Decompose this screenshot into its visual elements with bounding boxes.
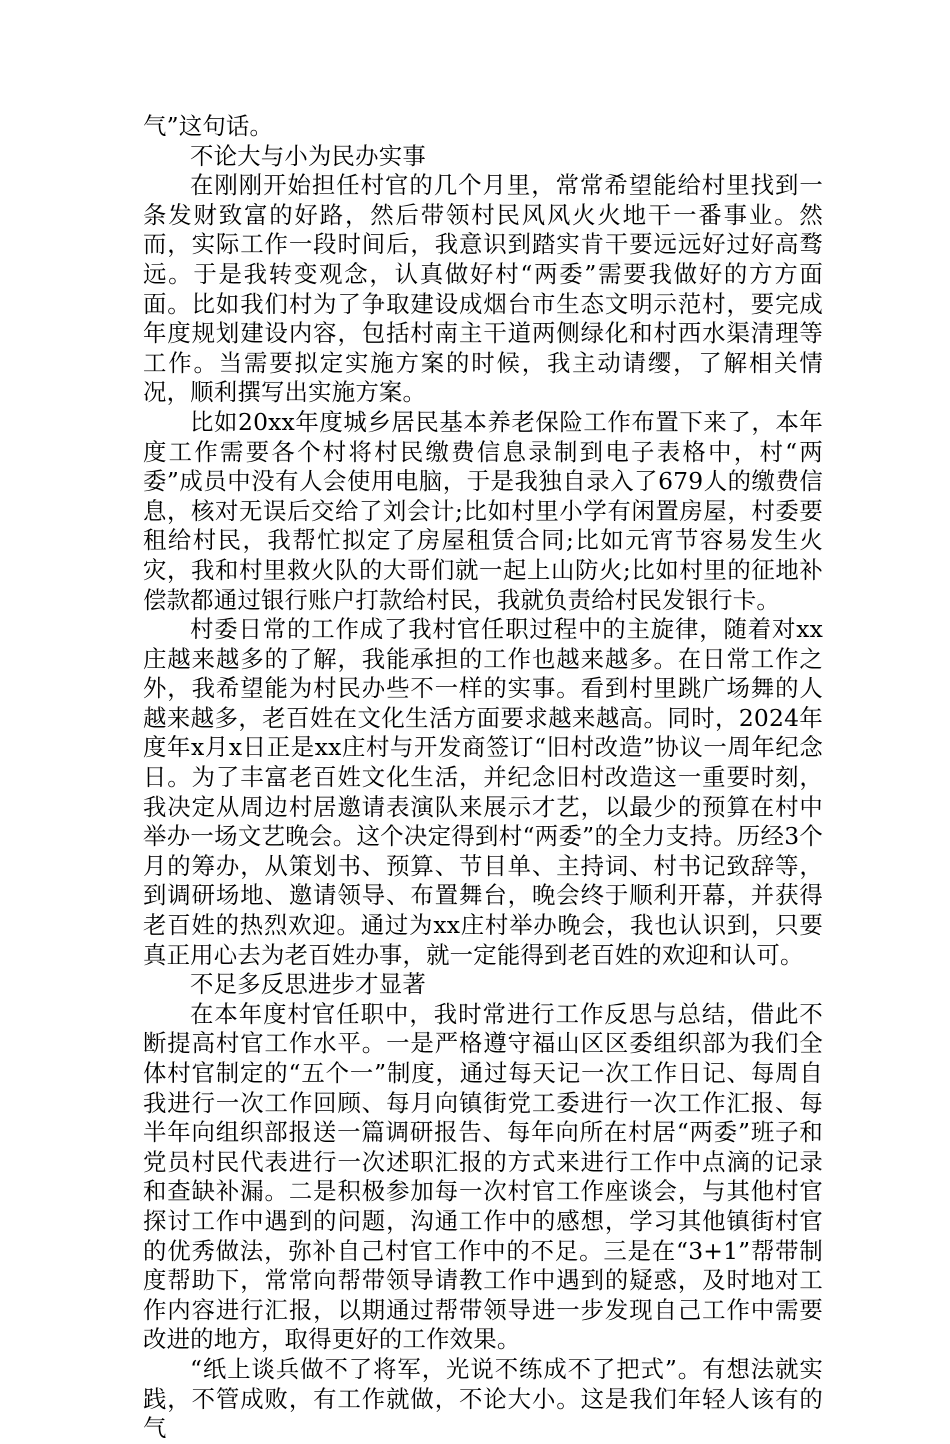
paragraph-village-gala: 村委日常的工作成了我村官任职过程中的主旋律，随着对xx庄越来越多的了解，我能承担的工作也越来越多。在日常工作之外，我希望能为村民办些不一样的实事。看到村里跳广场舞的人越来越多，老百姓在文化生活方面要求越来越高。同时，2024年度年x月x日正是xx庄村与开发商签订“旧村改造”协议一周年纪念日。为了丰富老百姓文化生活，并纪念旧村改造这一重要时刻，我决定从周边村居邀请表演队来展示才艺，以最少的预算在村中举办一场文艺晚会。这个决定得到村“两委”的全力支持。历经3个月的筹办，从策划书、预算、节目单、主持词、村书记致辞等，到调研场地、邀请领导、布置舞台，晚会终于顺利开幕，并获得老百姓的热烈欢迎。通过为xx庄村举办晚会，我也认识到，只要真正用心去为老百姓办事，就一定能得到老百姓的欢迎和认可。 (143, 615, 823, 969)
paragraph-early-months: 在刚刚开始担任村官的几个月里，常常希望能给村里找到一条发财致富的好路，然后带领村民风风火火地干一番事业。然而，实际工作一段时间后，我意识到踏实肯干要远远好过好高骛远。于是我转变观念，认真做好村“两委”需要我做好的方方面面。比如我们村为了争取建设成烟台市生态文明示范村，要完成年度规划建设内容，包括村南主干道两侧绿化和村西水渠清理等工作。当需要拟定实施方案的时候，我主动请缨，了解相关情况，顺利撰写出实施方案。 (143, 171, 823, 407)
paragraph-closing-quote: “纸上谈兵做不了将军，光说不练成不了把式”。有想法就实践，不管成败，有工作就做，不论大小。这是我们年轻人该有的气 (143, 1354, 823, 1443)
document-page (143, 112, 823, 1444)
section-heading-small-and-big: 不论大与小为民办实事 (190, 141, 426, 170)
section-heading-reflection: 不足多反思进步才显著 (190, 970, 426, 999)
paragraph-pension-insurance: 比如20xx年度城乡居民基本养老保险工作布置下来了，本年度工作需要各个村将村民缴费信息录制到电子表格中，村“两委”成员中没有人会使用电脑，于是我独自录入了679人的缴费信息，核对无误后交给了刘会计;比如村里小学有闲置房屋，村委要租给村民，我帮忙拟定了房屋租赁合同;比如元宵节容易发生火灾，我和村里救火队的大哥们就一起上山防火;比如村里的征地补偿款都通过银行账户打款给村民，我就负责给村民发银行卡。 (143, 407, 823, 614)
paragraph-continuation: 气”这句话。 (143, 112, 274, 140)
paragraph-work-reflection: 在本年度村官任职中，我时常进行工作反思与总结，借此不断提高村官工作水平。一是严格遵守福山区区委组织部为我们全体村官制定的“五个一”制度，通过每天记一次工作日记、每周自我进行一次工作回顾、每月向镇街党工委进行一次工作汇报、每半年向组织部报送一篇调研报告、每年向所在村居“两委”班子和党员村民代表进行一次述职汇报的方式来进行工作中点滴的记录和查缺补漏。二是积极参加每一次村官工作座谈会，与其他村官探讨工作中遇到的问题，沟通工作中的感想，学习其他镇街村官的优秀做法，弥补自己村官工作中的不足。三是在“3+1”帮带制度帮助下，常常向帮带领导请教工作中遇到的疑惑，及时地对工作内容进行汇报，以期通过帮带领导进一步发现自己工作中需要改进的地方，取得更好的工作效果。 (143, 999, 823, 1354)
